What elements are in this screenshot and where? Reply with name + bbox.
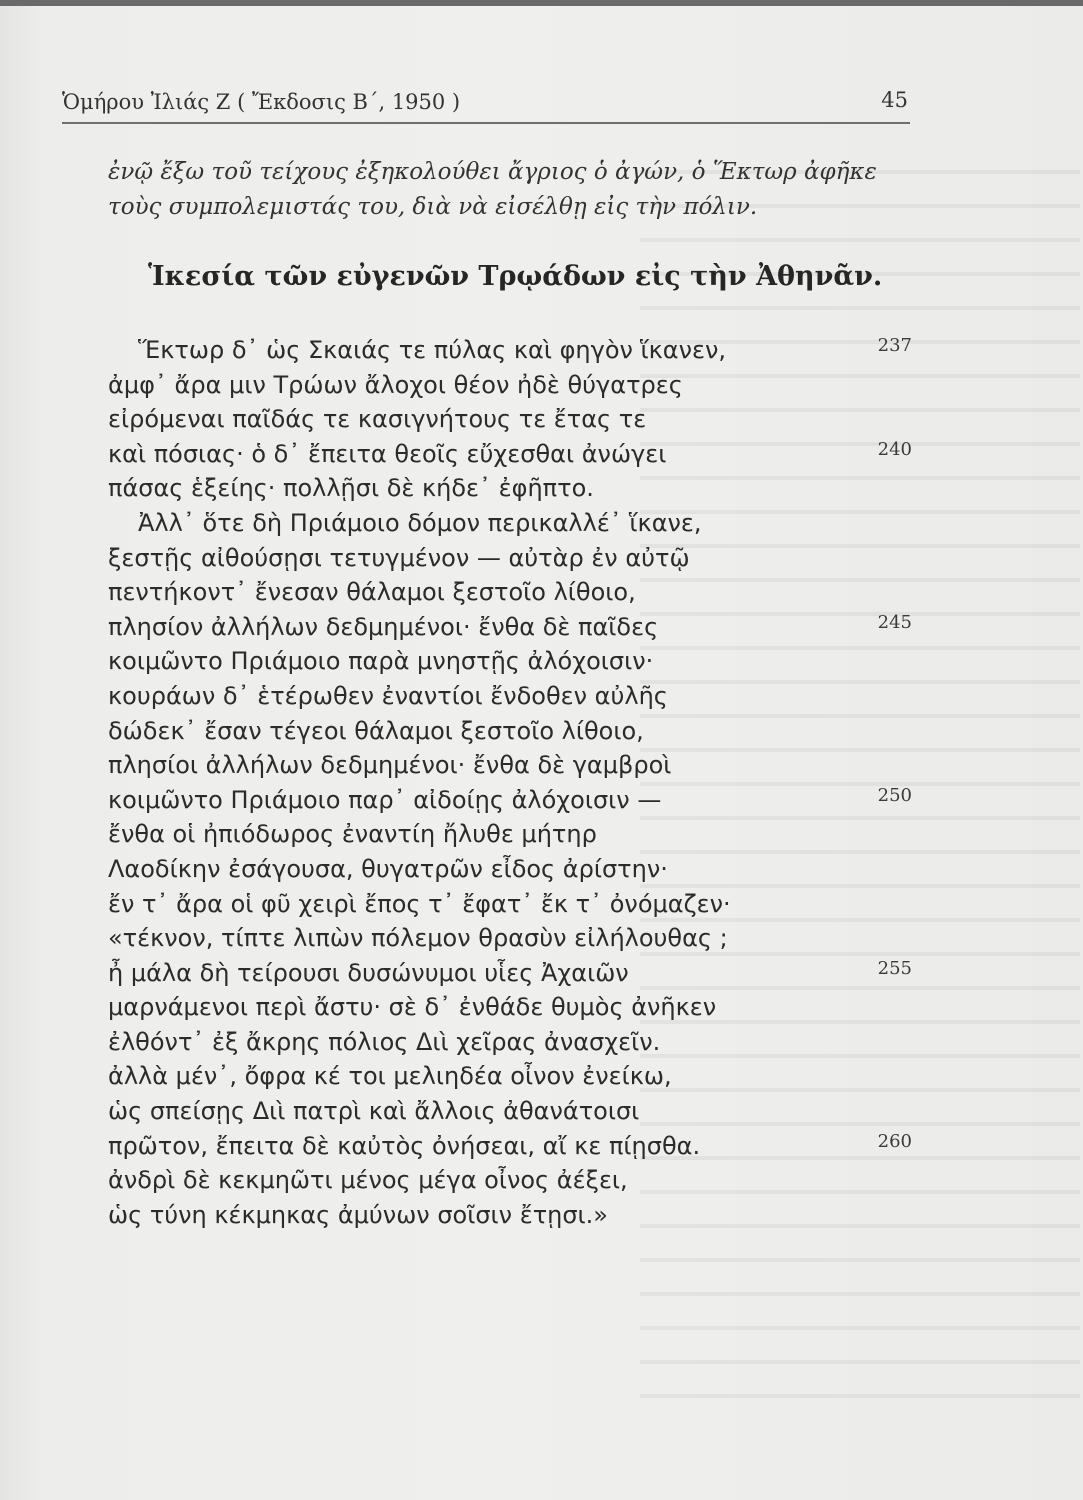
verse-line (108, 575, 908, 610)
verse-text: κουράων δ᾽ ἑτέρωθεν ἐναντίοι ἔνδοθεν αὐλῆς (108, 681, 668, 710)
page-number: 45 (881, 88, 908, 112)
verse-line (108, 610, 912, 645)
verse-line (108, 817, 908, 852)
verse-text: πρῶτον, ἔπειτα δὲ καὐτὸς ὀνήσεαι, αἴ κε πίῃσθα. (108, 1131, 701, 1160)
section-heading: Ἱκεσία τῶν εὐγενῶν Τρῳάδων εἰς τὴν Ἀθηνᾶν. (148, 261, 883, 292)
verse-line (108, 783, 912, 818)
intro-paragraph (108, 155, 908, 225)
verse-text: πλησίοι ἀλλήλων δεδμημένοι· ἔνθα δὲ γαμβροὶ (108, 751, 672, 780)
verse-text: καὶ πόσιας· ὁ δ᾽ ἔπειτα θεοῖς εὔχεσθαι ἀνώγει (108, 439, 667, 468)
verse-text: ἀλλὰ μέν᾽, ὄφρα κέ τοι μελιηδέα οἶνον ἐνείκω, (108, 1062, 672, 1091)
verse-text: «τέκνον, τίπτε λιπὼν πόλεμον θρασὺν εἰλήλουθας ; (108, 924, 728, 953)
verse-text: κοιμῶντο Πριάμοιο παρὰ μνηστῇς ἀλόχοισιν· (108, 647, 654, 676)
verse-text: εἰρόμεναι παῖδάς τε κασιγνήτους τε ἔτας τε (108, 405, 647, 434)
verse-line (108, 437, 912, 472)
line-number: 250 (877, 784, 912, 806)
line-number: 260 (877, 1130, 912, 1152)
verse-text: Λαοδίκην ἐσάγουσα, θυγατρῶν εἶδος ἀρίστην· (108, 854, 668, 883)
verse-line (108, 748, 908, 783)
verse-line (108, 921, 908, 956)
verse-line (108, 506, 908, 541)
line-number: 237 (877, 335, 912, 356)
verse-line (108, 1094, 908, 1129)
line-number: 245 (877, 611, 912, 633)
verse-text: πάσας ἑξείης· πολλῇσι δὲ κήδε᾽ ἐφῆπτο. (108, 474, 594, 503)
verse-text: πλησίον ἀλλήλων δεδμημένοι· ἔνθα δὲ παῖδες (108, 612, 659, 641)
verse-line (108, 471, 908, 506)
verse-line (108, 368, 908, 403)
scan-edge (0, 0, 1083, 6)
verse-line (108, 402, 908, 437)
verse-line (108, 1198, 908, 1233)
verse-line (108, 1059, 908, 1094)
verse-line (108, 1025, 908, 1060)
verse-block (108, 333, 912, 1232)
line-number: 255 (877, 957, 912, 979)
verse-text: Ἀλλ᾽ ὅτε δὴ Πριάμοιο δόμον περικαλλέ᾽ ἵκανε, (138, 508, 702, 537)
verse-line (108, 714, 908, 749)
verse-line (108, 1129, 912, 1164)
verse-text: ἔν τ᾽ ἄρα οἱ φῦ χειρὶ ἔπος τ᾽ ἔφατ᾽ ἔκ τ᾽ ὀνόμαζεν· (108, 889, 731, 918)
verse-text: ἀνδρὶ δὲ κεκμηῶτι μένος μέγα οἶνος ἀέξει, (108, 1166, 628, 1195)
verse-line (108, 541, 908, 576)
verse-line (108, 956, 912, 991)
verse-text: ὡς τύνη κέκμηκας ἀμύνων σοῖσιν ἔτῃσι.» (108, 1200, 608, 1229)
verse-line (108, 679, 908, 714)
verse-text: κοιμῶντο Πριάμοιο παρ᾽ αἰδοίῃς ἀλόχοισιν — (108, 785, 662, 814)
intro-line: τοὺς συμπολεμιστάς του, διὰ νὰ εἰσέλθῃ εἰς τὴν πόλιν. (108, 194, 758, 220)
verse-text: ἔνθα οἱ ἠπιόδωρος ἐναντίη ἤλυθε μήτηρ (108, 820, 597, 849)
header-rule (62, 122, 910, 124)
verse-text: ἦ μάλα δὴ τείρουσι δυσώνυμοι υἷες Ἀχαιῶν (108, 958, 629, 987)
verse-text: Ἕκτωρ δ᾽ ὡς Σκαιάς τε πύλας καὶ φηγὸν ἵκανεν, (138, 336, 727, 364)
line-number: 240 (877, 438, 912, 460)
verse-text: ἐλθόντ᾽ ἐξ ἄκρης πόλιος Διὶ χεῖρας ἀνασχεῖν. (108, 1027, 661, 1056)
verse-line (108, 887, 908, 922)
verse-text: ξεστῇς αἰθούσῃσι τετυγμένον — αὐτὰρ ἐν αὐτῷ (108, 543, 690, 572)
verse-line (108, 644, 908, 679)
verse-text: ὡς σπείσῃς Διὶ πατρὶ καὶ ἄλλοις ἀθανάτοισι (108, 1097, 640, 1126)
verse-text: μαρνάμενοι περὶ ἄστυ· σὲ δ᾽ ἐνθάδε θυμὸς ἀνῆκεν (108, 993, 717, 1022)
verse-line (108, 852, 908, 887)
verse-line (108, 1163, 908, 1198)
intro-line: ἐνῷ ἔξω τοῦ τείχους ἐξηκολούθει ἄγριος ὁ ἀγών, ὁ Ἕκτωρ ἀφῆκε (108, 159, 877, 185)
verse-text: πεντήκοντ᾽ ἔνεσαν θάλαμοι ξεστοῖο λίθοιο, (108, 578, 636, 607)
verse-line (108, 333, 912, 368)
verse-line (108, 990, 908, 1025)
verse-text: ἀμφ᾽ ἄρα μιν Τρώων ἄλοχοι θέον ἠδὲ θύγατρες (108, 370, 683, 399)
verse-text: δώδεκ᾽ ἔσαν τέγεοι θάλαμοι ξεστοῖο λίθοιο, (108, 716, 644, 745)
running-title: Ὁμήρου Ἰλιάς Ζ ( Ἔκδοσις Β΄, 1950 ) (62, 90, 461, 114)
